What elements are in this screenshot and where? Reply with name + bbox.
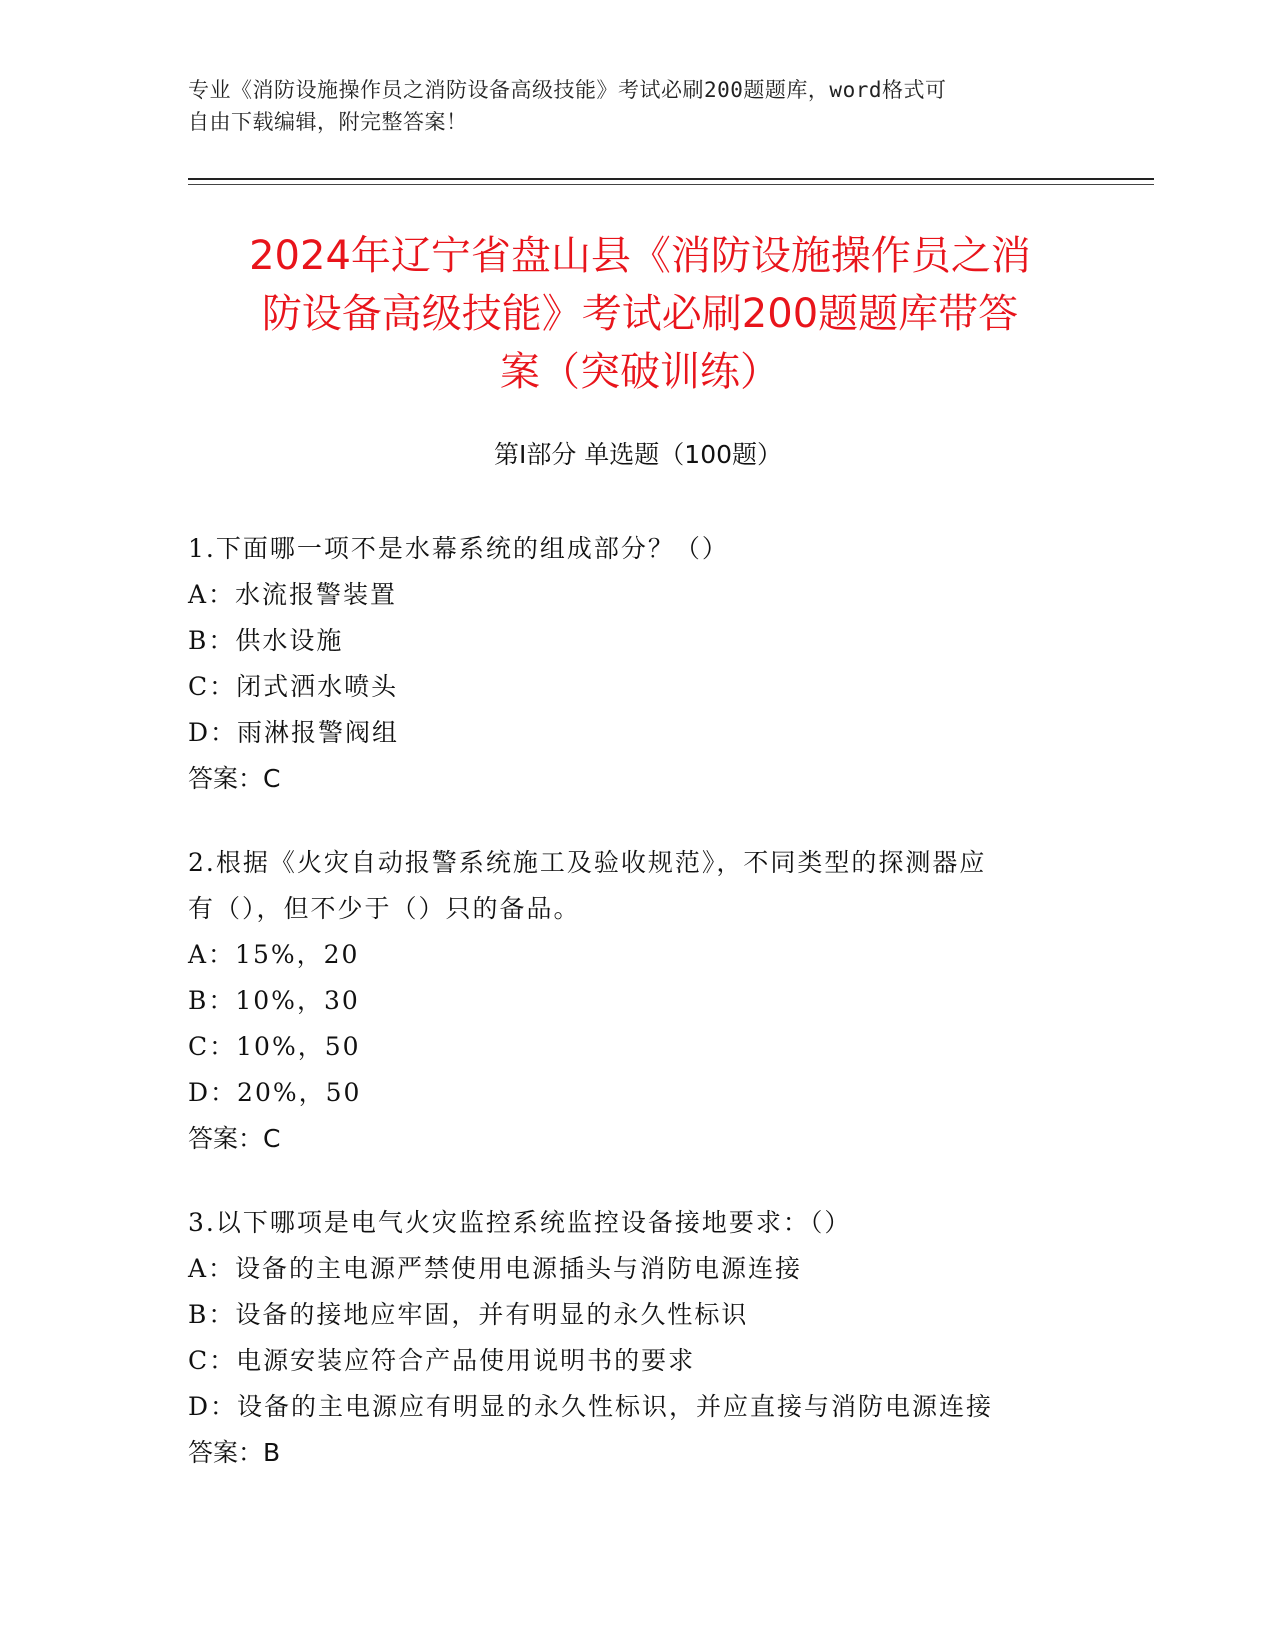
option-a: A：15%，20 bbox=[188, 940, 360, 969]
question-stem-continued: 有（），但不少于（）只的备品。 bbox=[188, 894, 581, 923]
section-title: 第Ⅰ部分 单选题（100题） bbox=[493, 440, 783, 469]
option-b: B：设备的接地应牢固，并有明显的永久性标识 bbox=[188, 1300, 749, 1329]
option-d: D：设备的主电源应有明显的永久性标识，并应直接与消防电源连接 bbox=[188, 1392, 994, 1421]
document-title-line: 2024年辽宁省盘山县《消防设施操作员之消 bbox=[249, 233, 1031, 279]
question-list bbox=[188, 526, 1088, 1514]
question-stem: 1.下面哪一项不是水幕系统的组成部分？（） bbox=[188, 534, 729, 563]
question-item bbox=[188, 526, 1088, 802]
option-c: C：电源安装应符合产品使用说明书的要求 bbox=[188, 1346, 696, 1375]
option-b: B：10%，30 bbox=[188, 986, 360, 1015]
header-note bbox=[188, 74, 1088, 138]
question-item bbox=[188, 1200, 1088, 1476]
answer-line: 答案：C bbox=[188, 1124, 281, 1153]
option-d: D：雨淋报警阀组 bbox=[188, 718, 400, 747]
header-divider-thick bbox=[188, 178, 1154, 180]
option-b: B：供水设施 bbox=[188, 626, 344, 655]
option-a: A：设备的主电源严禁使用电源插头与消防电源连接 bbox=[188, 1254, 803, 1283]
question-item bbox=[188, 840, 1088, 1162]
option-c: C：10%，50 bbox=[188, 1032, 361, 1061]
option-c: C：闭式洒水喷头 bbox=[188, 672, 399, 701]
header-note-line: 专业《消防设施操作员之消防设备高级技能》考试必刷200题题库，word格式可 bbox=[188, 78, 947, 102]
header-divider-thin bbox=[188, 184, 1154, 185]
answer-line: 答案：B bbox=[188, 1438, 281, 1467]
document-title bbox=[180, 227, 1100, 401]
document-title-line: 案（突破训练） bbox=[500, 349, 780, 395]
option-a: A：水流报警装置 bbox=[188, 580, 398, 609]
header-note-line: 自由下载编辑，附完整答案！ bbox=[188, 110, 468, 134]
document-title-line: 防设备高级技能》考试必刷200题题库带答 bbox=[261, 291, 1019, 337]
option-d: D：20%，50 bbox=[188, 1078, 362, 1107]
answer-line: 答案：C bbox=[188, 764, 281, 793]
question-stem: 3.以下哪项是电气火灾监控系统监控设备接地要求：（） bbox=[188, 1208, 852, 1237]
question-stem: 2.根据《火灾自动报警系统施工及验收规范》，不同类型的探测器应 bbox=[188, 848, 987, 877]
